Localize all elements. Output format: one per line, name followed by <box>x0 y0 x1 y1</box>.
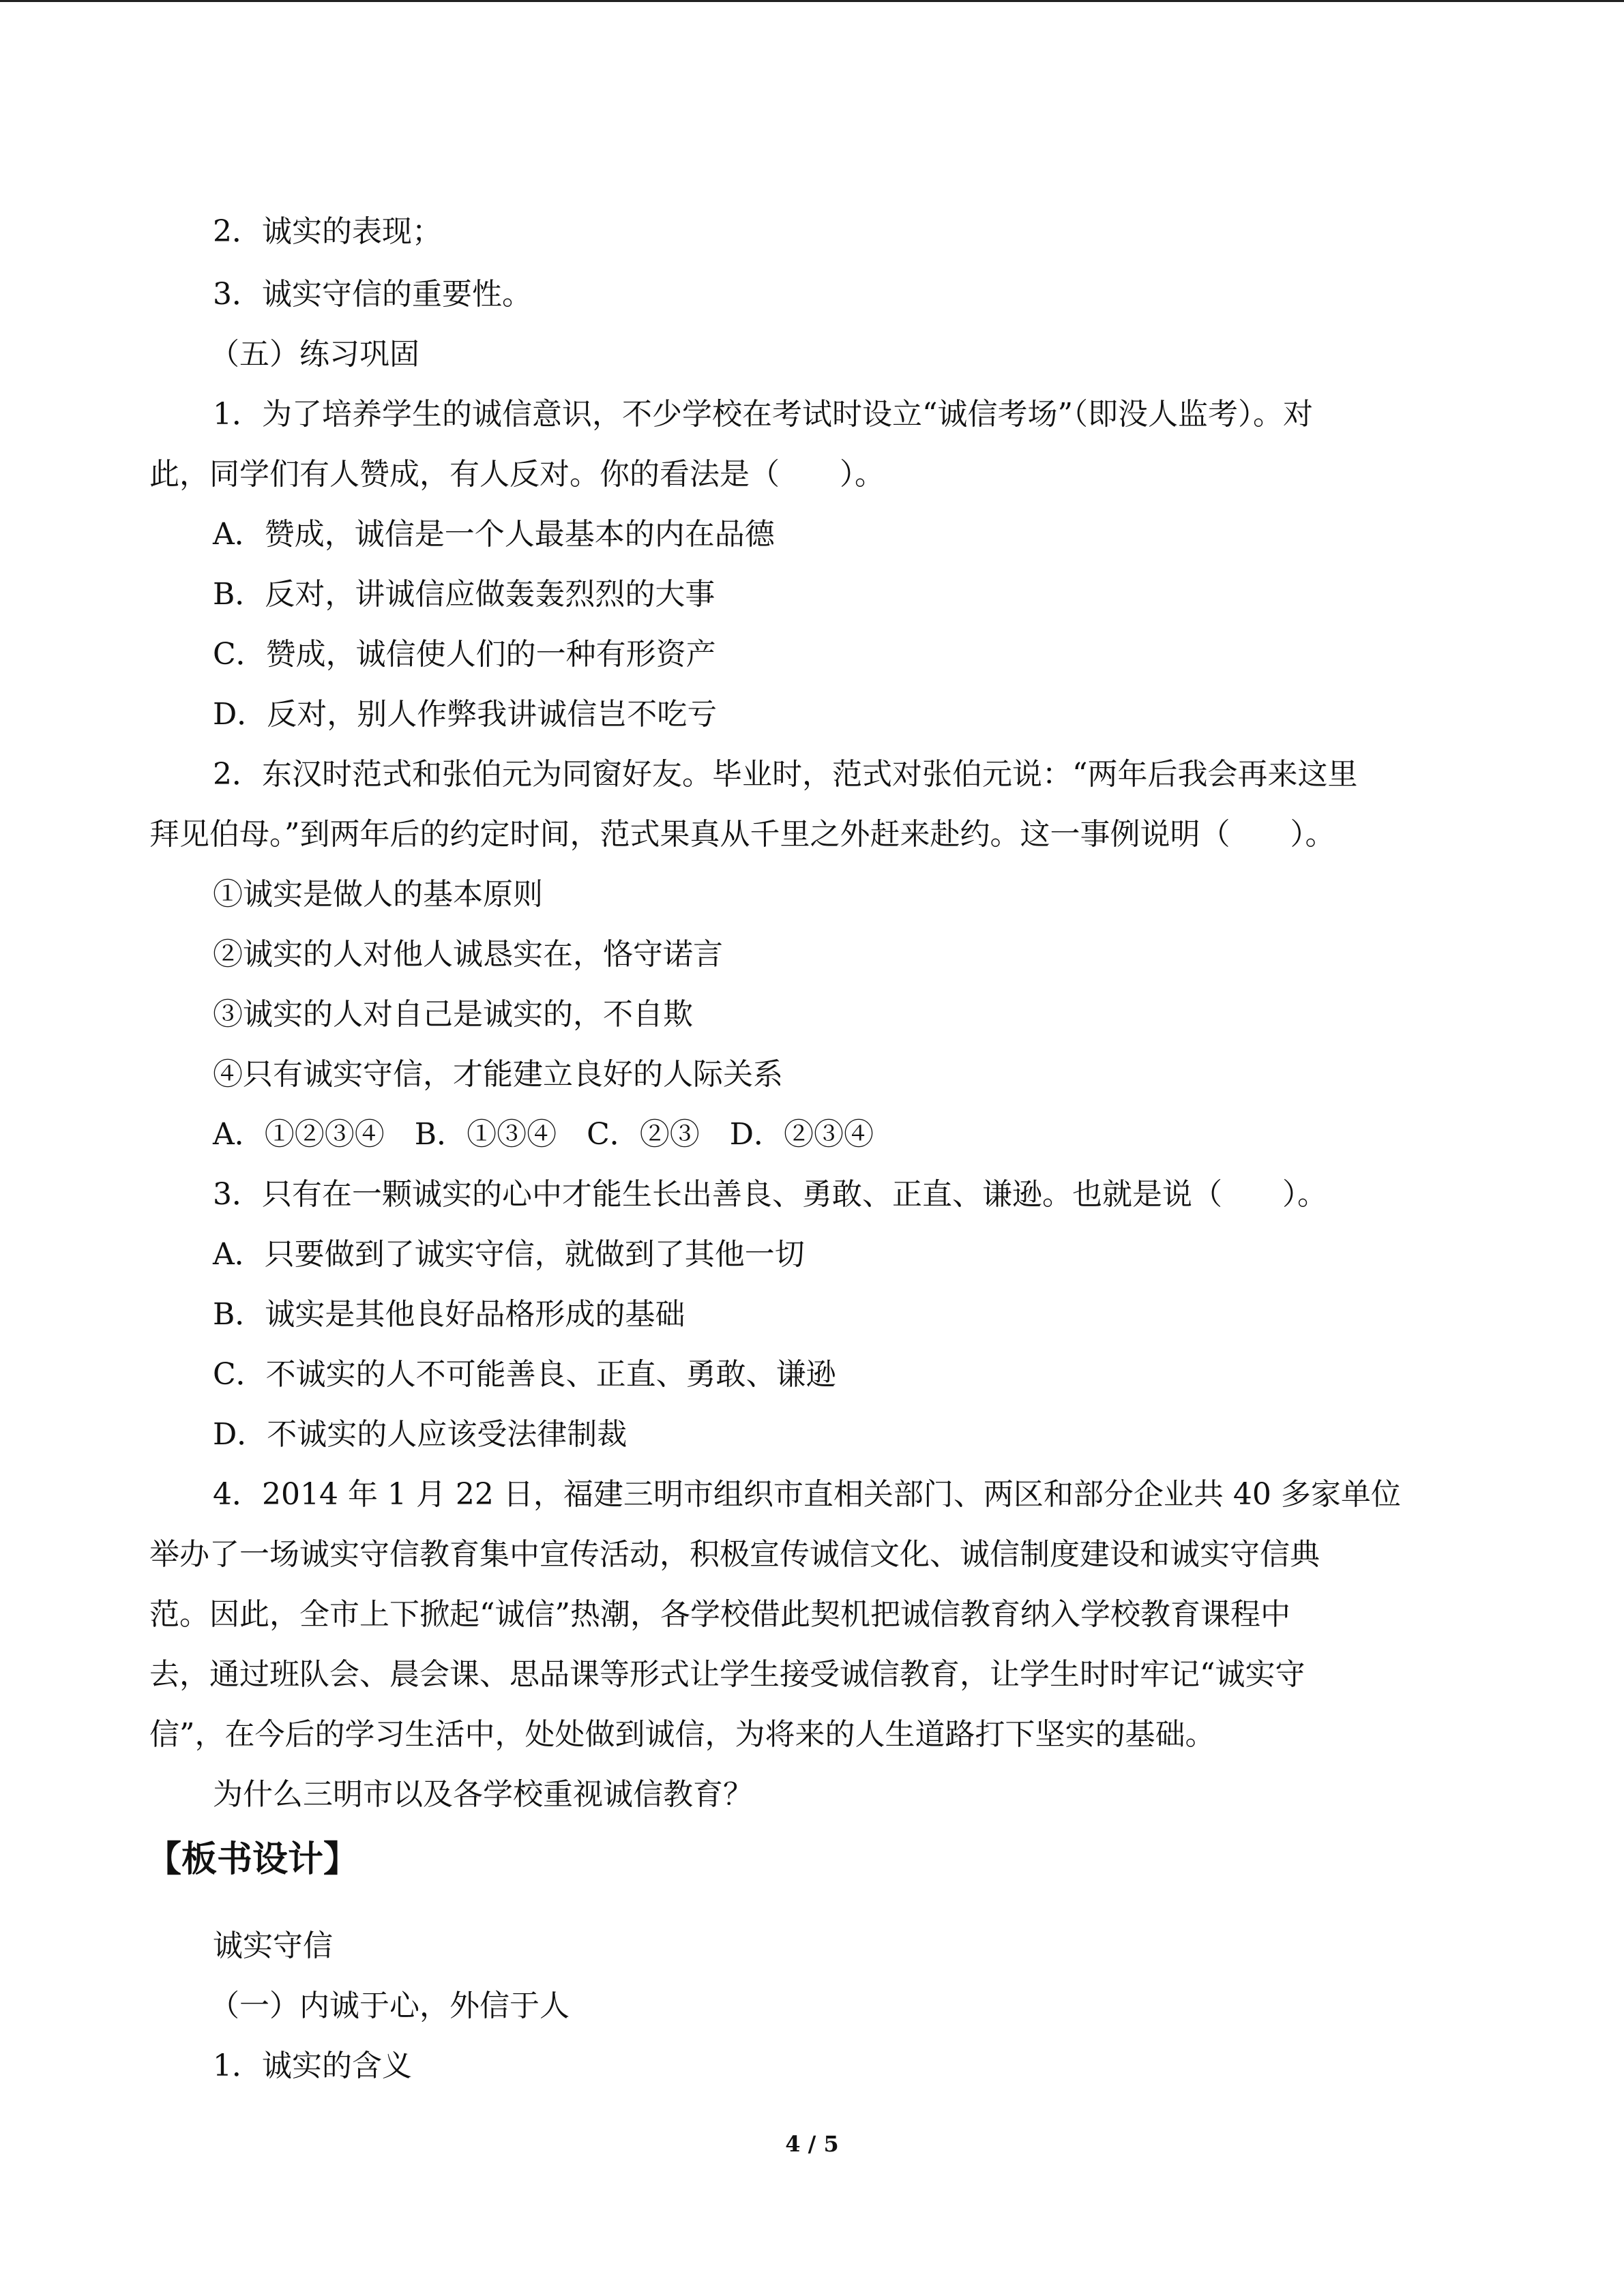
question-2-statement-1: ①诚实是做人的基本原则 <box>213 877 543 912</box>
question-3-option-b: B．诚实是其他良好品格形成的基础 <box>213 1297 685 1332</box>
question-1-option-c: C．赞成，诚信使人们的一种有形资产 <box>213 637 716 672</box>
board-title: 诚实守信 <box>213 1928 333 1963</box>
question-3-text: 3．只有在一颗诚实的心中才能生长出善良、勇敢、正直、谦逊。也就是说（ ）。 <box>213 1177 1327 1212</box>
question-1-option-b: B．反对，讲诚信应做轰轰烈烈的大事 <box>213 577 715 612</box>
top-border <box>0 0 1624 2</box>
question-1-option-d: D．反对，别人作弊我讲诚信岂不吃亏 <box>213 697 718 732</box>
question-2-statement-3: ③诚实的人对自己是诚实的，不自欺 <box>213 997 693 1032</box>
board-design-heading: 【板书设计】 <box>146 1839 359 1880</box>
question-2-options: A．①②③④ B．①③④ C．②③ D．②③④ <box>213 1117 874 1152</box>
question-3-option-d: D．不诚实的人应该受法律制裁 <box>213 1417 628 1452</box>
section-title: （五）练习巩固 <box>209 337 419 372</box>
question-4-text: 去，通过班队会、晨会课、思品课等形式让学生接受诚信教育，让学生时时牢记“诚实守 <box>149 1657 1305 1692</box>
question-1-text: 此，同学们有人赞成，有人反对。你的看法是（ ）。 <box>149 457 885 492</box>
outline-item: 2．诚实的表现； <box>213 214 442 249</box>
question-3-option-c: C．不诚实的人不可能善良、正直、勇敢、谦逊 <box>213 1357 836 1392</box>
question-3-option-a: A．只要做到了诚实守信，就做到了其他一切 <box>213 1237 805 1272</box>
question-2-text: 拜见伯母。”到两年后的约定时间，范式果真从千里之外赶来赴约。这一事例说明（ ）。 <box>149 817 1335 852</box>
question-4-text: 信”，在今后的学习生活中，处处做到诚信，为将来的人生道路打下坚实的基础。 <box>149 1717 1215 1752</box>
question-4-prompt: 为什么三明市以及各学校重视诚信教育？ <box>213 1777 753 1812</box>
board-item: 1．诚实的含义 <box>213 2048 412 2083</box>
question-2-text: 2．东汉时范式和张伯元为同窗好友。毕业时，范式对张伯元说：“两年后我会再来这里 <box>213 757 1358 792</box>
page-number: 4 / 5 <box>785 2131 839 2157</box>
question-2-statement-4: ④只有诚实守信，才能建立良好的人际关系 <box>213 1057 783 1092</box>
board-section: （一）内诚于心，外信于人 <box>209 1988 570 2023</box>
question-4-text: 举办了一场诚实守信教育集中宣传活动，积极宣传诚信文化、诚信制度建设和诚实守信典 <box>149 1537 1320 1572</box>
question-4-text: 范。因此，全市上下掀起“诚信”热潮，各学校借此契机把诚信教育纳入学校教育课程中 <box>149 1597 1290 1632</box>
question-2-statement-2: ②诚实的人对他人诚恳实在，恪守诺言 <box>213 937 723 972</box>
question-4-text: 4．2014 年 1 月 22 日，福建三明市组织市直相关部门、两区和部分企业共 40 多家单位 <box>213 1477 1401 1512</box>
question-1-option-a: A．赞成，诚信是一个人最基本的内在品德 <box>213 517 775 552</box>
question-1-text: 1．为了培养学生的诚信意识，不少学校在考试时设立“诚信考场”（即没人监考）。对 <box>213 397 1313 432</box>
outline-item: 3．诚实守信的重要性。 <box>213 277 532 312</box>
